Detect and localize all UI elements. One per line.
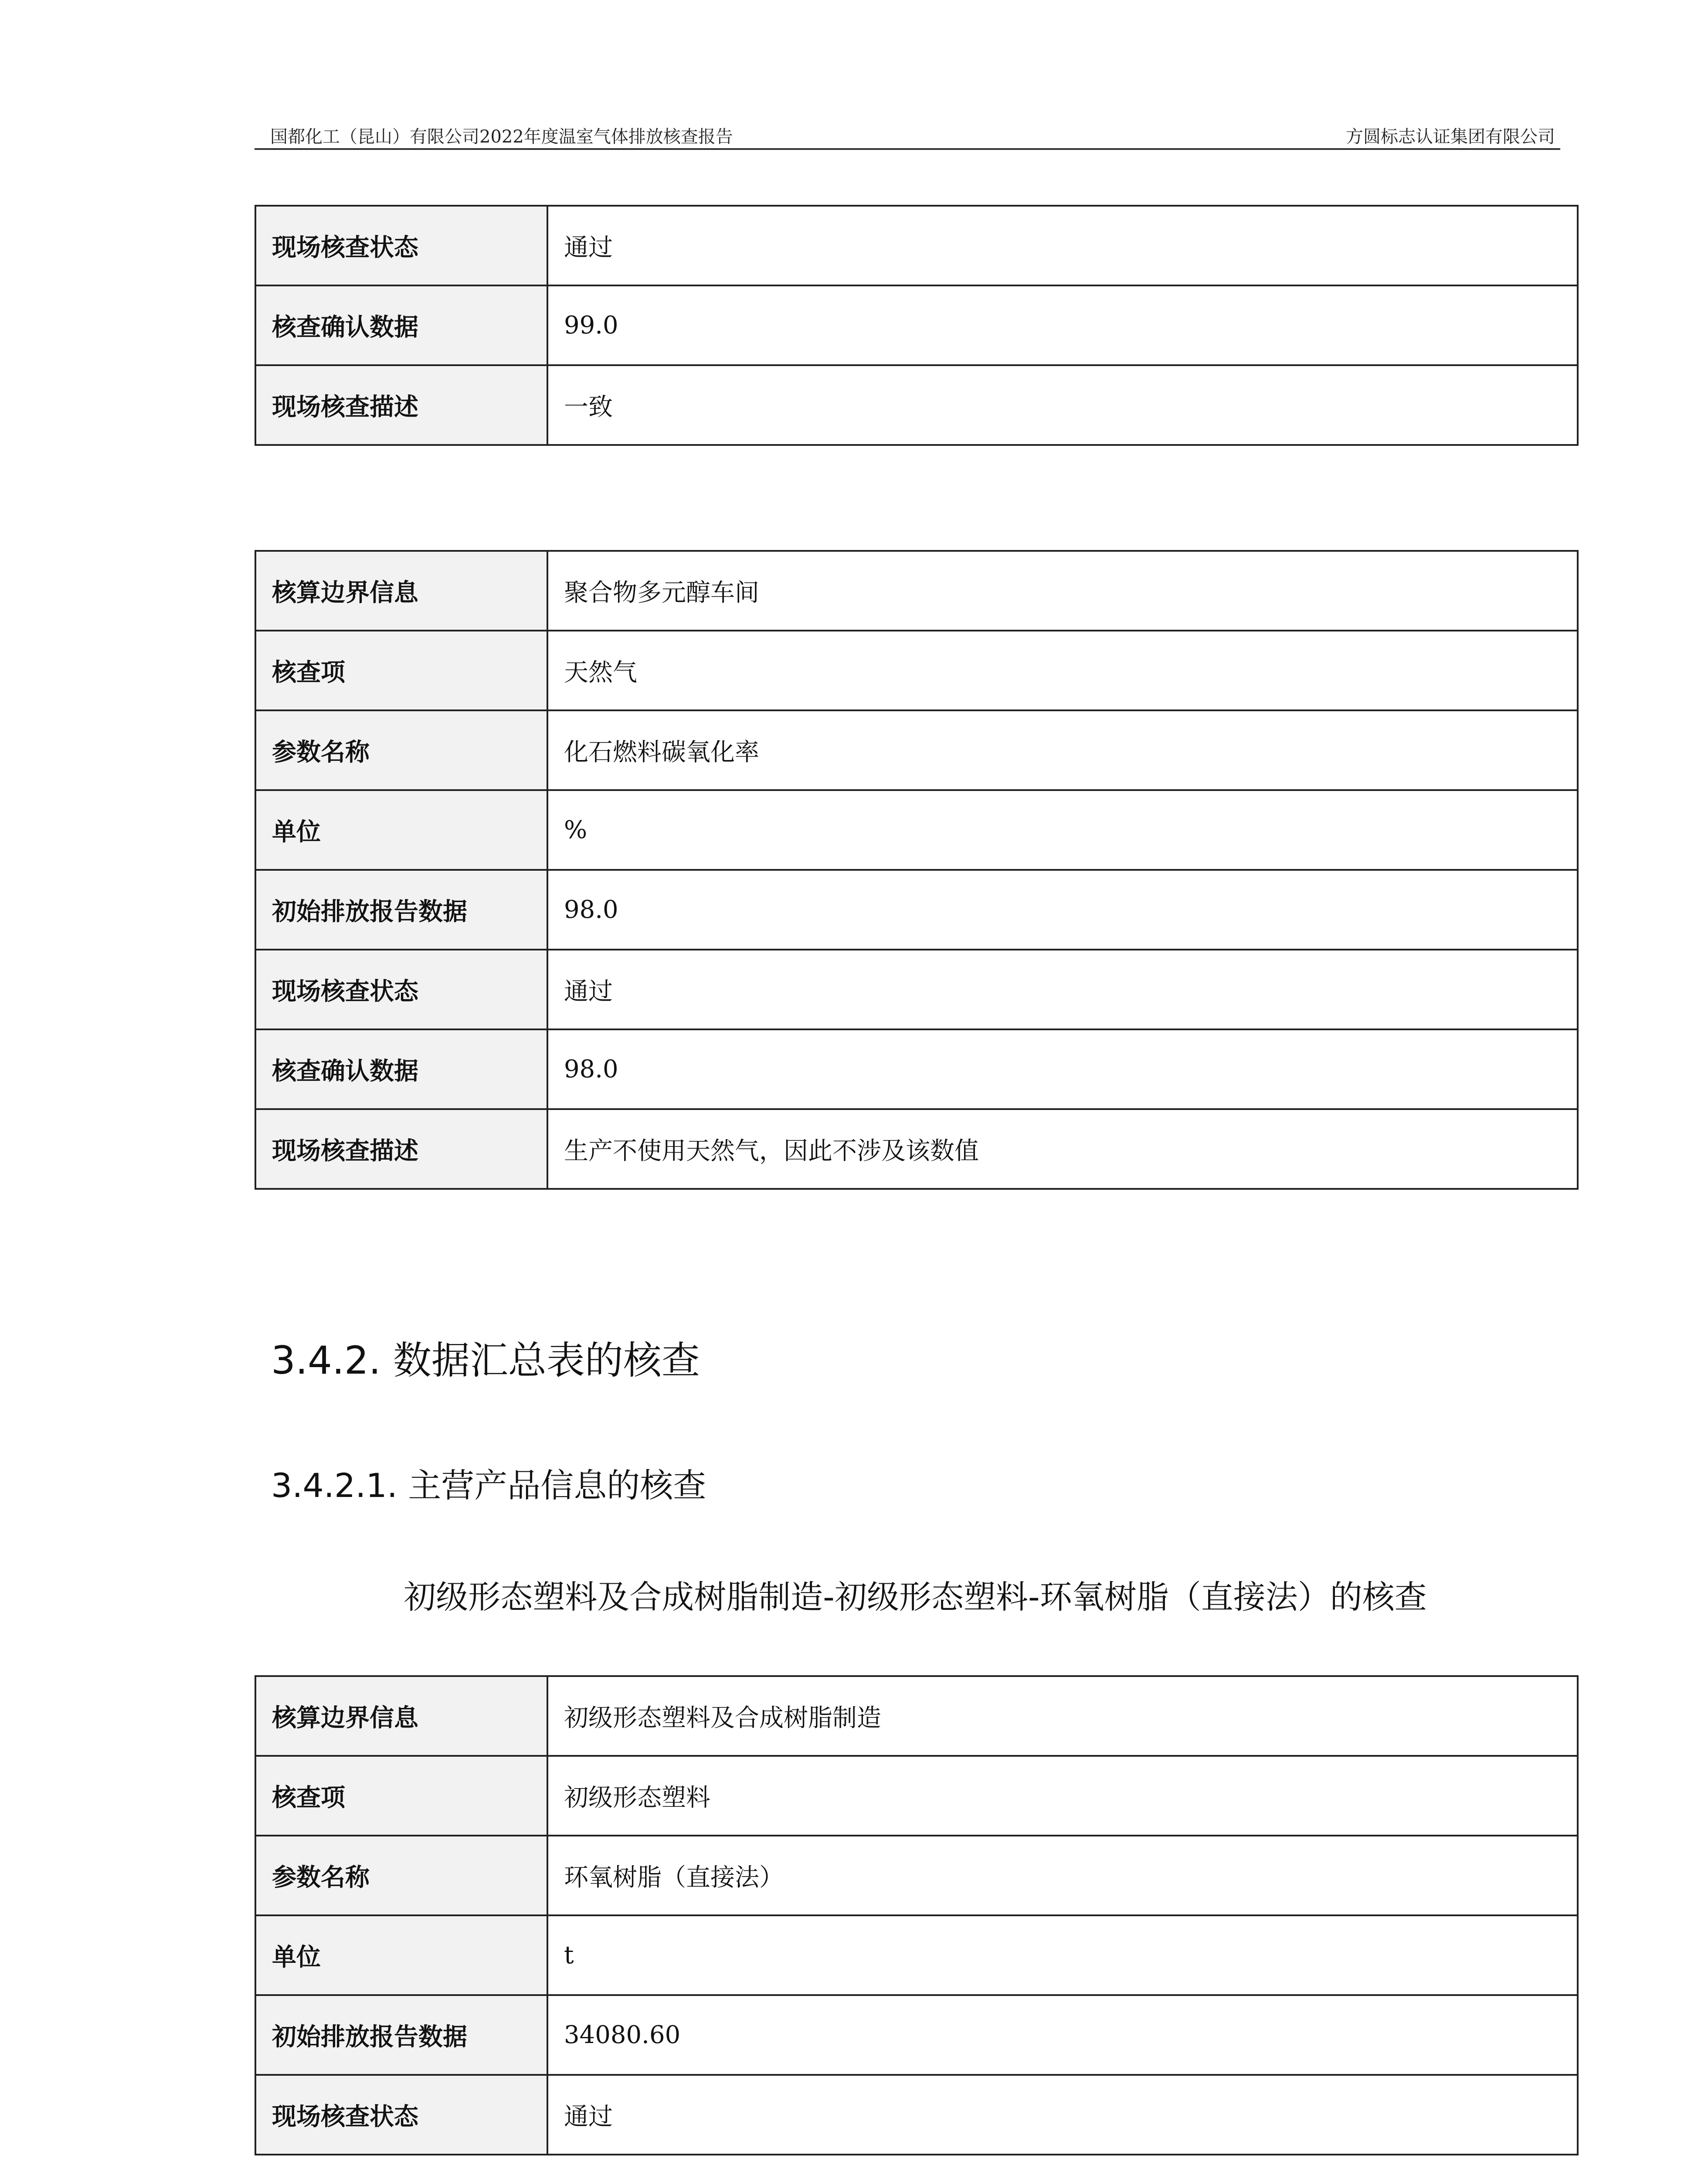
field-label: 现场核查描述 xyxy=(255,1109,547,1189)
section-heading: 3.4.2. 数据汇总表的核查 xyxy=(271,1338,700,1383)
field-label: 现场核查状态 xyxy=(255,2075,547,2155)
field-value: 通过 xyxy=(547,950,1578,1029)
table-row xyxy=(255,790,1578,870)
field-label: 初始排放报告数据 xyxy=(255,870,547,950)
table-row xyxy=(255,1836,1578,1915)
field-label: 核查项 xyxy=(255,1756,547,1836)
page-header xyxy=(255,117,1560,150)
header-company-name: 方圆标志认证集团有限公司 xyxy=(1346,127,1555,147)
table-row xyxy=(255,1029,1578,1109)
field-value: 初级形态塑料及合成树脂制造 xyxy=(547,1676,1578,1756)
field-label: 核算边界信息 xyxy=(255,551,547,631)
field-value: % xyxy=(547,790,1578,870)
field-value: 一致 xyxy=(547,365,1578,445)
field-value: 通过 xyxy=(547,206,1578,285)
table-row xyxy=(255,950,1578,1029)
table-row xyxy=(255,1915,1578,1995)
verification-table-1 xyxy=(255,205,1579,446)
field-label: 现场核查状态 xyxy=(255,206,547,285)
field-label: 核查项 xyxy=(255,631,547,710)
field-label: 单位 xyxy=(255,790,547,870)
table-row xyxy=(255,1109,1578,1189)
field-value: 通过 xyxy=(547,2075,1578,2155)
table-row xyxy=(255,365,1578,445)
table-row xyxy=(255,551,1578,631)
field-label: 参数名称 xyxy=(255,1836,547,1915)
field-value: 环氧树脂（直接法） xyxy=(547,1836,1578,1915)
field-value: 初级形态塑料 xyxy=(547,1756,1578,1836)
verification-table-2 xyxy=(255,550,1579,1190)
table-row xyxy=(255,870,1578,950)
table-row xyxy=(255,2075,1578,2155)
table-row xyxy=(255,206,1578,285)
verification-table-3 xyxy=(255,1675,1579,2155)
field-value: 34080.60 xyxy=(547,1995,1578,2075)
table-row xyxy=(255,1756,1578,1836)
field-label: 核查确认数据 xyxy=(255,1029,547,1109)
table-row xyxy=(255,710,1578,790)
table-row xyxy=(255,631,1578,710)
field-value: 98.0 xyxy=(547,870,1578,950)
field-label: 现场核查描述 xyxy=(255,365,547,445)
table-row xyxy=(255,1995,1578,2075)
field-label: 初始排放报告数据 xyxy=(255,1995,547,2075)
field-value: 聚合物多元醇车间 xyxy=(547,551,1578,631)
field-value: t xyxy=(547,1915,1578,1995)
field-label: 参数名称 xyxy=(255,710,547,790)
table-row xyxy=(255,285,1578,365)
field-value: 天然气 xyxy=(547,631,1578,710)
field-value: 99.0 xyxy=(547,285,1578,365)
field-label: 现场核查状态 xyxy=(255,950,547,1029)
field-value: 化石燃料碳氧化率 xyxy=(547,710,1578,790)
field-label: 核查确认数据 xyxy=(255,285,547,365)
subsection-heading: 3.4.2.1. 主营产品信息的核查 xyxy=(271,1466,706,1505)
table-row xyxy=(255,1676,1578,1756)
field-label: 单位 xyxy=(255,1915,547,1995)
table-caption: 初级形态塑料及合成树脂制造-初级形态塑料-环氧树脂（直接法）的核查 xyxy=(404,1578,1427,1616)
header-report-title: 国都化工（昆山）有限公司2022年度温室气体排放核查报告 xyxy=(270,127,733,147)
field-value: 98.0 xyxy=(547,1029,1578,1109)
field-value: 生产不使用天然气，因此不涉及该数值 xyxy=(547,1109,1578,1189)
field-label: 核算边界信息 xyxy=(255,1676,547,1756)
